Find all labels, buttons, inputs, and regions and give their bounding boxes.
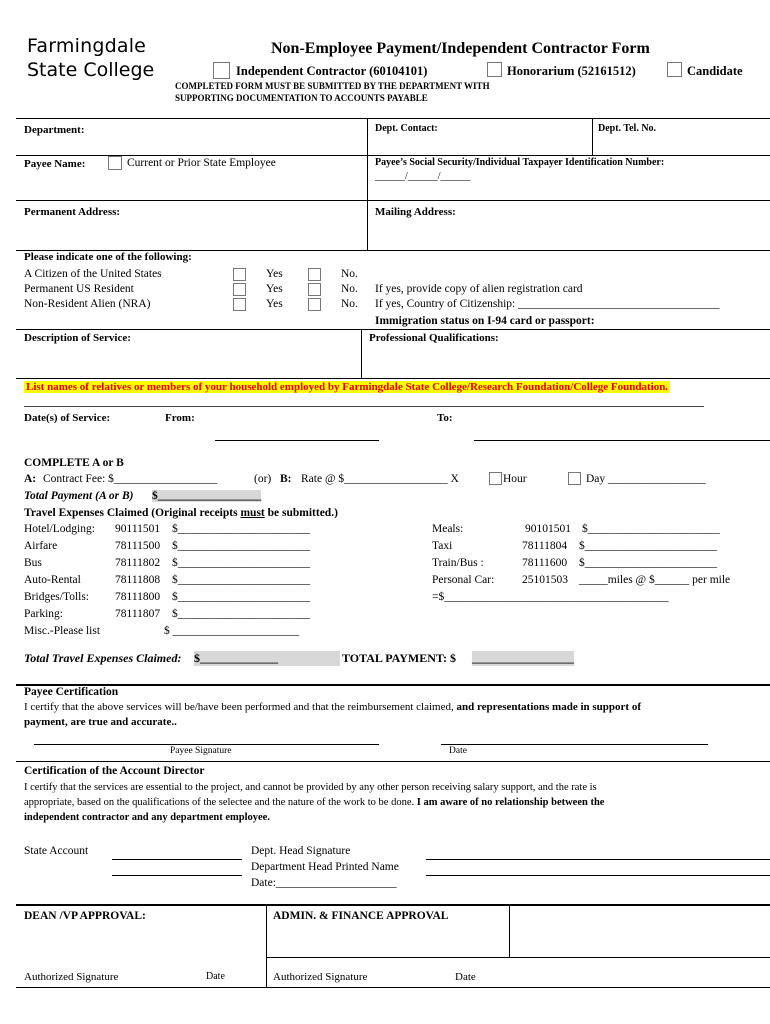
bus-label: Bus [24,557,42,569]
honorarium-checkbox[interactable] [487,62,502,77]
payee-cert-text-2: payment, are true and accurate.. [24,716,177,728]
option-a-label: A: [24,473,37,485]
total-payment-final-field[interactable]: _________________ [472,651,574,665]
rule-v [509,904,510,958]
payee-cert-text-1 [24,701,641,713]
tolls-label: Bridges/Tolls: [24,591,90,603]
rate-field[interactable]: Rate @ $__________________ X [301,473,459,485]
ssn-blank[interactable]: ______/______/______ [375,171,471,182]
total-payment-final-label: TOTAL PAYMENT: $ [342,651,457,665]
citizenship-heading: Please indicate one of the following: [24,251,192,263]
dept-head-name-line[interactable] [426,875,770,876]
hotel-field[interactable]: $_______________________ [172,523,310,535]
resident-no-label: No. [341,283,358,295]
rule [16,904,770,906]
payee-signature-line[interactable] [34,744,379,745]
payee-cert-text-1a: I certify that the above services will be/have been performed and that the reimbursement claimed, [24,701,457,713]
mailing-address-label: Mailing Address: [375,206,456,218]
dept-head-date-field[interactable]: Date:_____________________ [251,877,397,889]
admin-approval-label: ADMIN. & FINANCE APPROVAL [273,910,449,922]
payee-signature-caption: Payee Signature [170,746,232,756]
rule [266,957,770,958]
dept-head-signature-label: Dept. Head Signature [251,845,351,857]
nra-no-checkbox[interactable] [308,298,321,311]
state-employee-checkbox[interactable] [108,156,122,170]
dean-date-label: Date [206,971,225,982]
rule-v [592,118,593,155]
taxi-code: 78111804 [522,540,568,552]
total-travel-field[interactable]: $_____________ [194,651,340,666]
immigration-label: Immigration status on I-94 card or passport: [375,315,595,327]
submit-note-1: COMPLETED FORM MUST BE SUBMITTED BY THE DEPARTMENT WITH [175,81,490,91]
rule-v [367,118,368,250]
director-cert-line-1: I certify that the services are essential to the project, and cannot be provided by any other person receiving salary support, and the rate is [24,782,597,793]
or-label: (or) [254,473,272,485]
ssn-label: Payee’s Social Security/Individual Taxpayer Identification Number: [375,157,665,168]
payee-cert-heading: Payee Certification [24,686,119,698]
rule [16,684,770,686]
travel-heading-text-1: Travel Expenses Claimed (Original receipts [24,507,241,519]
parking-field[interactable]: $_______________________ [172,608,310,620]
from-label: From: [165,412,195,424]
country-citizenship-field[interactable]: If yes, Country of Citizenship: ___________________________________ [375,298,720,310]
rule [16,118,770,119]
director-cert-line-3: independent contractor and any department employee. [24,812,270,823]
auto-rental-label: Auto-Rental [24,574,81,586]
day-checkbox[interactable] [568,472,581,485]
train-bus-code: 78111600 [522,557,568,569]
form-title: Non-Employee Payment/Independent Contractor Form [271,40,650,57]
to-label: To: [437,412,453,424]
director-cert-line-2 [24,797,604,808]
resident-no-checkbox[interactable] [308,283,321,296]
admin-date-label: Date [455,971,476,983]
misc-field[interactable]: $ ______________________ [164,625,300,637]
director-cert-heading: Certification of the Account Director [24,765,205,777]
meals-code: 90101501 [525,523,571,535]
personal-car-field[interactable]: _____miles @ $______ per mile [579,574,731,586]
honorarium-label: Honorarium (52161512) [507,64,636,78]
nra-yes-checkbox[interactable] [233,298,246,311]
meals-field[interactable]: $_______________________ [582,523,720,535]
tolls-field[interactable]: $_______________________ [172,591,310,603]
citizen-no-checkbox[interactable] [308,268,321,281]
alien-card-note: If yes, provide copy of alien registration card [375,283,583,295]
department-label: Department: [24,124,85,136]
dean-auth-signature-label: Authorized Signature [24,971,119,983]
independent-contractor-checkbox[interactable] [213,62,230,79]
airfare-code: 78111500 [115,540,161,552]
travel-heading-text-2: be submitted.) [264,507,338,519]
resident-yes-checkbox[interactable] [233,283,246,296]
citizen-no-label: No. [341,268,358,280]
state-account-label: State Account [24,845,89,857]
contract-fee-field[interactable]: Contract Fee: $__________________ [43,473,218,485]
taxi-field[interactable]: $_______________________ [579,540,717,552]
rule [16,378,770,379]
total-payment-field[interactable]: $__________________ [152,490,262,502]
hour-checkbox[interactable] [489,472,502,485]
resident-label: Permanent US Resident [24,283,134,295]
travel-heading [24,507,338,519]
auto-rental-code: 78111808 [115,574,161,586]
rule [16,761,770,762]
logo-line1: Farmingdale [27,35,147,57]
dates-label: Date(s) of Service: [24,412,111,424]
payee-cert-text-1b: and representations made in support of [456,701,641,713]
nra-label: Non-Resident Alien (NRA) [24,298,151,310]
payee-date-caption: Date [449,746,467,756]
misc-label: Misc.-Please list [24,625,101,637]
admin-auth-signature-label: Authorized Signature [273,971,368,983]
description-label: Description of Service: [24,332,131,344]
citizen-yes-label: Yes [266,268,283,280]
payee-date-line[interactable] [441,744,708,745]
nra-no-label: No. [341,298,358,310]
travel-heading-must: must [240,507,265,519]
personal-car-code: 25101503 [522,574,568,586]
submit-note-2: SUPPORTING DOCUMENTATION TO ACCOUNTS PAYABLE [175,93,428,103]
meals-label: Meals: [432,523,464,535]
tolls-code: 78111800 [115,591,161,603]
hotel-code: 90111501 [115,523,161,535]
parking-code: 78111807 [115,608,161,620]
hotel-label: Hotel/Lodging: [24,523,95,535]
total-payment-label: Total Payment (A or B) [24,490,134,502]
rule [16,329,770,330]
rule-v [361,329,362,378]
option-b-label: B: [280,473,292,485]
airfare-field[interactable]: $_______________________ [172,540,310,552]
rule [16,155,770,156]
rule [16,987,770,988]
resident-yes-label: Yes [266,283,283,295]
train-bus-label: Train/Bus : [432,557,484,569]
nra-yes-label: Yes [266,298,283,310]
dept-head-name-label: Department Head Printed Name [251,861,399,873]
state-account-line-2[interactable] [112,875,242,876]
from-date-line[interactable] [215,440,379,441]
logo-line2: State College [27,59,155,81]
dept-contact-label: Dept. Contact: [375,123,438,134]
parking-label: Parking: [24,608,63,620]
bus-code: 78111802 [115,557,161,569]
rule [16,200,770,201]
bus-field[interactable]: $_______________________ [172,557,310,569]
complete-heading: COMPLETE A or B [24,457,124,469]
citizen-label: A Citizen of the United States [24,268,162,280]
state-employee-label: Current or Prior State Employee [127,157,276,169]
dept-head-signature-line[interactable] [426,859,770,860]
airfare-label: Airfare [24,540,58,552]
to-date-line[interactable] [474,440,770,441]
train-bus-field[interactable]: $_______________________ [579,557,717,569]
hour-label: Hour [503,473,527,485]
relatives-notice: List names of relatives or members of your household employed by Farmingdale State College/Research Foundation/College Foundation. [26,381,669,393]
permanent-address-label: Permanent Address: [24,206,121,218]
state-account-line-1[interactable] [112,859,242,860]
candidate-label: Candidate [687,64,743,78]
personal-car-label: Personal Car: [432,574,495,586]
director-cert-line-2b: I am aware of no relationship between the [416,797,605,808]
dept-tel-label: Dept. Tel. No. [598,123,657,134]
independent-contractor-label: Independent Contractor (60104101) [236,64,428,78]
auto-rental-field[interactable]: $_______________________ [172,574,310,586]
qualifications-label: Professional Qualifications: [369,332,499,344]
personal-car-total[interactable]: =$_______________________________________ [432,591,669,603]
candidate-checkbox[interactable] [667,62,682,77]
citizen-yes-checkbox[interactable] [233,268,246,281]
total-travel-label: Total Travel Expenses Claimed: [24,651,182,665]
day-field[interactable]: Day _________________ [586,473,706,485]
rule-v [266,904,267,988]
dean-approval-label: DEAN /VP APPROVAL: [24,910,146,922]
director-cert-line-2a: appropriate, based on the qualifications of the selectee and the nature of the work to be done. [24,797,417,808]
taxi-label: Taxi [432,540,453,552]
relatives-line [24,406,704,407]
payee-name-label: Payee Name: [24,158,86,170]
